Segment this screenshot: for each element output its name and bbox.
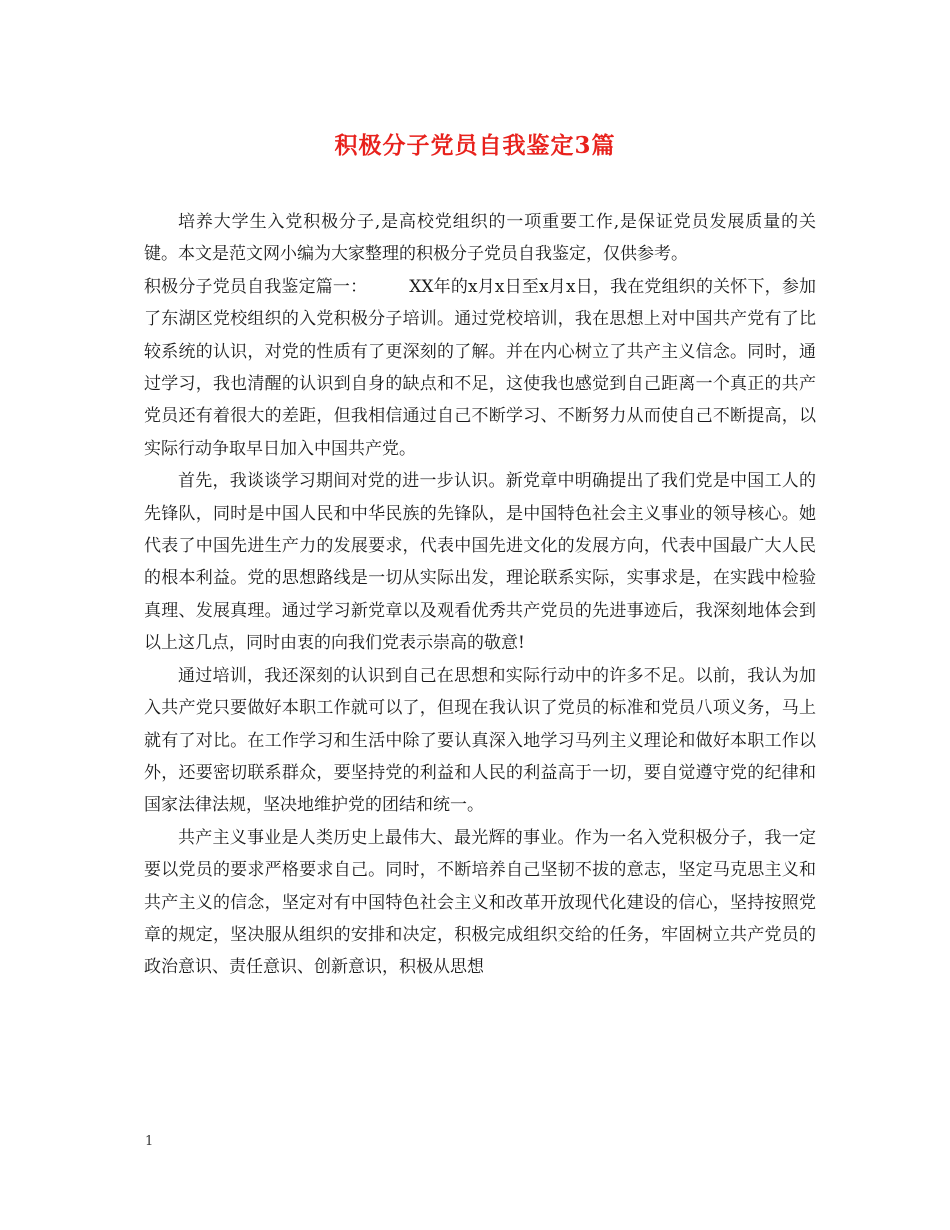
section-one-paragraph	[144, 271, 816, 465]
body-paragraph: 首先，我谈谈学习期间对党的进一步认识。新党章中明确提出了我们党是中国工人的先锋队，同时是中国人民和中华民族的先锋队，是中国特色社会主义事业的领导核心。她代表了中国先进生产力的发展要求，代表中国先进文化的发展方向，代表中国最广大人民的根本利益。党的思想路线是一切从实际出发，理论联系实际，实事求是，在实践中检验真理、发展真理。通过学习新党章以及观看优秀共产党员的先进事迹后，我深刻地体会到以上这几点，同时由衷的向我们党表示崇高的敬意!	[144, 471, 816, 654]
body-paragraph: 通过培训，我还深刻的认识到自己在思想和实际行动中的许多不足。以前，我认为加入共产党只要做好本职工作就可以了，但现在我认识了党员的标准和党员八项义务，马上就有了对比。在工作学习和生活中除了要认真深入地学习马列主义理论和做好本职工作以外，还要密切联系群众，要坚持党的利益和人民的利益高于一切，要自觉遵守党的纪律和国家法律法规，坚决地维护党的团结和统一。	[144, 665, 816, 816]
document-body	[144, 206, 816, 984]
section-one-text: XX年的x月x日至x月x日，我在党组织的关怀下，参加了东湖区党校组织的入党积极分子培训。通过党校培训，我在思想上对中国共产党有了比较系统的认识，对党的性质有了更深刻的了解。并在内心树立了共产主义信念。同时，通过学习，我也清醒的认识到自身的缺点和不足，这使我也感觉到自己距离一个真正的共产党员还有着很大的差距，但我相信通过自己不断学习、不断努力从而使自己不断提高，以实际行动争取早日加入中国共产党。	[144, 276, 816, 459]
body-paragraph: 共产主义事业是人类历史上最伟大、最光辉的事业。作为一名入党积极分子，我一定要以党员的要求严格要求自己。同时，不断培养自己坚韧不拔的意志，坚定马克思主义和共产主义的信念，坚定对有中国特色社会主义和改革开放现代化建设的信心，坚持按照党章的规定，坚决服从组织的安排和决定，积极完成组织交给的任务，牢固树立共产党员的政治意识、责任意识、创新意识，积极从思想	[144, 827, 816, 978]
intro-paragraph: 培养大学生入党积极分子,是高校党组织的一项重要工作,是保证党员发展质量的关键。本文是范文网小编为大家整理的积极分子党员自我鉴定，仅供参考。	[144, 212, 816, 265]
document-title: 积极分子党员自我鉴定3篇	[334, 132, 616, 159]
page-number: 1	[145, 1134, 154, 1149]
section-heading: 积极分子党员自我鉴定篇一：	[144, 276, 368, 297]
